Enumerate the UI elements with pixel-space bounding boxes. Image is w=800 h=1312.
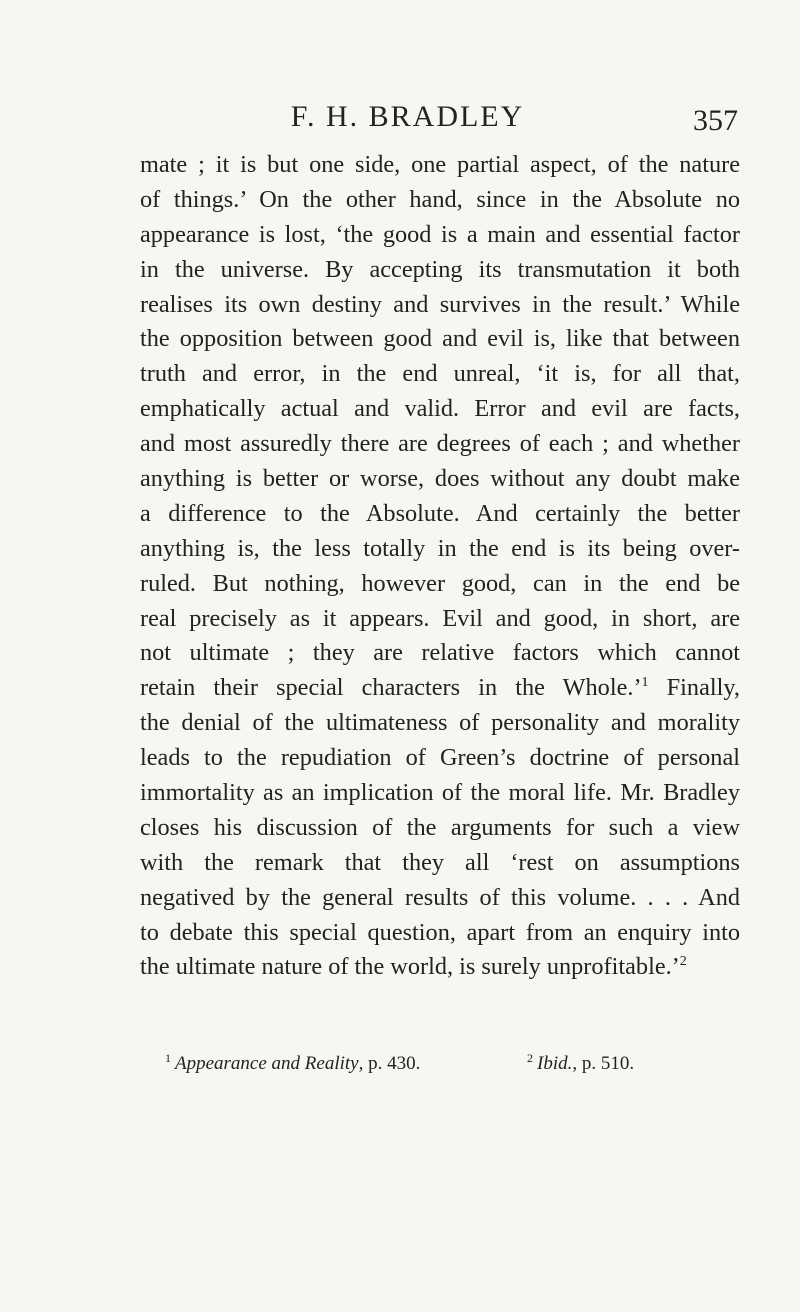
body-text [140, 148, 740, 985]
text-line: a difference to the Absolute. And certainly the better [140, 499, 740, 527]
footnote-1-mark: 1 [165, 1051, 171, 1065]
text-line-with-footnote-ref [140, 671, 740, 706]
text-line: the opposition between good and evil is, like that between [140, 325, 740, 353]
text-line: appearance is lost, ‘the good is a main and essential factor [140, 220, 740, 248]
text-line: leads to the repudiation of Green’s doctrine of personal [140, 744, 740, 772]
text-line: truth and error, in the end unreal, ‘it is, for all that, [140, 360, 740, 388]
footnote-ref-1: 1 [641, 675, 649, 691]
running-head [140, 100, 740, 140]
text-line: with the remark that they all ‘rest on assumptions [140, 848, 740, 876]
footnotes [165, 1043, 745, 1073]
footnote-1-suffix: , p. 430. [358, 1053, 421, 1074]
text-line: to debate this special question, apart from an enquiry into [140, 918, 740, 946]
footnote-1 [165, 1043, 420, 1079]
text-line: and most assuredly there are degrees of each ; and whether [140, 430, 740, 458]
text-line: mate ; it is but one side, one partial aspect, of the nature [140, 151, 740, 178]
line-16-start: retain their special characters in the Whole.’ [140, 674, 642, 702]
text-line: negatived by the general results of this volume. . . . And [140, 883, 740, 911]
text-line: of things.’ On the other hand, since in the Absolute no [140, 185, 740, 213]
line-23-text: the ultimate nature of the world, is surely unprofitable.’ [140, 953, 680, 981]
text-line-last [140, 950, 740, 985]
footnote-1-title: Appearance and Reality [175, 1053, 359, 1074]
text-line: realises its own destiny and survives in the result.’ While [140, 290, 740, 318]
text-line: anything is, the less totally in the end is its being over- [140, 534, 740, 562]
text-line: in the universe. By accepting its transmutation it both [140, 255, 740, 283]
text-line: closes his discussion of the arguments for such a view [140, 813, 740, 841]
page-number: 357 [693, 104, 738, 137]
footnote-2-mark: 2 [527, 1051, 533, 1065]
text-line: the denial of the ultimateness of personality and morality [140, 709, 740, 737]
text-line: not ultimate ; they are relative factors which cannot [140, 639, 740, 667]
footnote-2-title: Ibid. [537, 1053, 573, 1074]
footnote-2 [527, 1043, 634, 1079]
text-line: anything is better or worse, does without any doubt make [140, 465, 740, 493]
line-16-end: Finally, [648, 674, 740, 702]
footnote-2-suffix: , p. 510. [572, 1053, 635, 1074]
text-line: emphatically actual and valid. Error and evil are facts, [140, 395, 740, 423]
text-line: ruled. But nothing, however good, can in the end be [140, 569, 740, 597]
text-line: real precisely as it appears. Evil and good, in short, are [140, 604, 740, 632]
text-line: immortality as an implication of the moral life. Mr. Bradley [140, 779, 740, 807]
footnote-ref-2: 2 [679, 954, 687, 970]
running-title: F. H. BRADLEY [290, 100, 525, 133]
